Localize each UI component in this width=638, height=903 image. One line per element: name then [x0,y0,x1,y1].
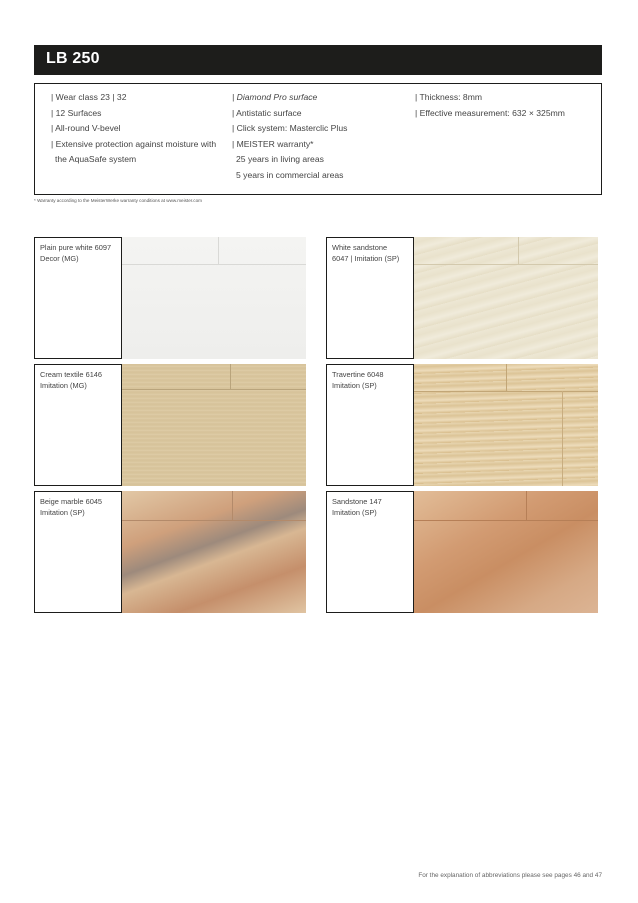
decor-tile-white-sandstone [326,237,596,359]
spec-line: | Extensive protection against moisture with [51,138,217,149]
spec-line: | Click system: Masterclic Plus [232,123,348,134]
abbreviations-note: For the explanation of abbreviations please see pages 46 and 47 [418,872,602,879]
product-title-bar [34,45,602,75]
decor-tile-travertine [326,364,596,486]
decor-swatch [414,491,598,613]
spec-line: | Effective measurement: 632 × 325mm [415,107,565,118]
spec-line: | Wear class 23 | 32 [51,92,127,102]
decor-label [326,491,414,613]
decor-type: Imitation (SP) [40,508,85,517]
decor-swatch [414,364,598,486]
spec-line: | 12 Surfaces [51,107,102,118]
decor-name: Beige marble 6045 [40,497,103,506]
decor-swatch [122,237,306,359]
spec-line: 5 years in commercial areas [236,169,344,180]
decor-swatch [122,491,306,613]
specification-box [34,83,602,195]
decor-name: Cream textile 6146 [40,370,103,379]
spec-column-2 [232,90,347,184]
decor-swatch [414,237,598,359]
spec-line: | Diamond Pro surface [232,92,318,102]
decor-swatch [122,364,306,486]
decor-name: White sandstone [332,243,388,252]
decor-type: Imitation (SP) [332,381,377,390]
decor-type: Decor (MG) [40,254,79,263]
decor-type: 6047 | Imitation (SP) [332,254,400,263]
decor-label [326,237,414,359]
spec-column-3 [415,90,565,121]
spec-column-1 [51,90,216,168]
spec-line: | Thickness: 8mm [415,92,483,102]
decor-label [34,491,122,613]
decor-tile-beige-marble [34,491,304,613]
spec-line: 25 years in living areas [236,154,324,165]
spec-line: | MEISTER warranty* [232,138,314,149]
spec-line: the AquaSafe system [55,154,137,165]
spec-line: | Antistatic surface [232,107,302,118]
decor-type: Imitation (MG) [40,381,87,390]
decor-label [34,237,122,359]
decor-type: Imitation (SP) [332,508,377,517]
decor-tile-plain-pure-white [34,237,304,359]
decor-tile-sandstone [326,491,596,613]
product-title: LB 250 [46,50,100,67]
decor-name: Travertine 6048 [332,370,384,379]
decor-name: Plain pure white 6097 [40,243,112,252]
decor-tile-cream-textile [34,364,304,486]
decor-name: Sandstone 147 [332,497,382,506]
decor-label [34,364,122,486]
spec-line: | All-round V-bevel [51,123,121,134]
decor-label [326,364,414,486]
warranty-footnote: * Warranty according to the MeisterWerke warranty conditions at www.meister.com [34,198,202,203]
